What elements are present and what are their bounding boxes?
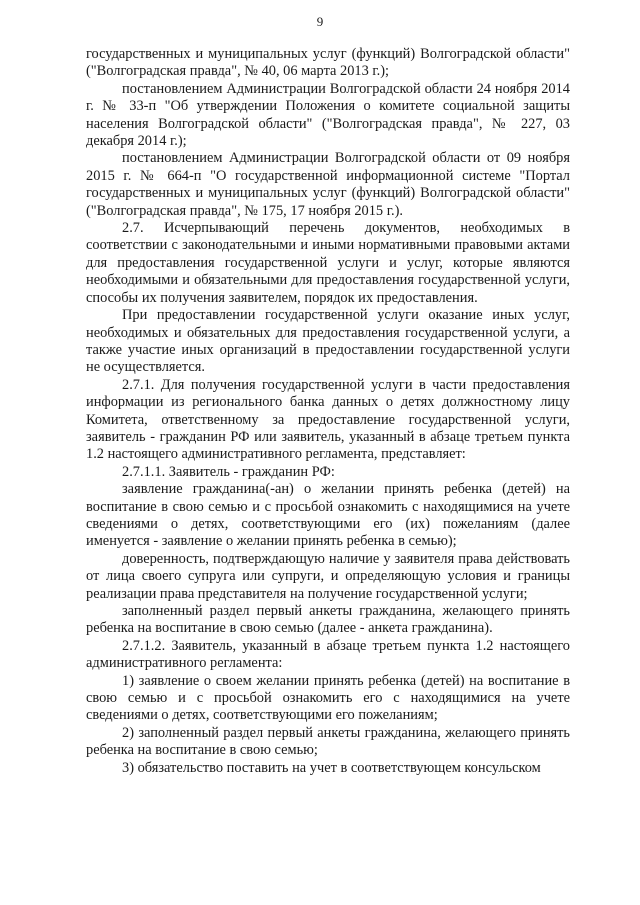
section-2-7-1-1: 2.7.1.1. Заявитель - гражданин РФ: [122, 463, 335, 480]
list-item: 1) заявление о своем желании принять ребенка (детей) на воспитание в свою семью и с просьбой ознакомить его с находящимися на учете сведениями о детях, соответствующими его пожеланиям; [86, 672, 570, 724]
document-body [86, 46, 570, 777]
paragraph: государственных и муниципальных услуг (функций) Волгоградской области" ("Волгоградская правда", № 40, 06 марта 2013 г.); [86, 46, 570, 80]
list-item: 3) обязательство поставить на учет в соответствующем консульском [122, 759, 541, 776]
paragraph: доверенность, подтверждающую наличие у заявителя права действовать от лица своего супруга или супруги, и определяющую условия и границы реализации права представителя на получение государственной услуги; [86, 550, 570, 602]
list-item: 2) заполненный раздел первый анкеты гражданина, желающего принять ребенка на воспитание в свою семью; [86, 724, 570, 759]
paragraph: При предоставлении государственной услуги оказание иных услуг, необходимых и обязательных для предоставления государственной услуги, а также участие иных организаций в предоставлении государственной услуги не осуществляется. [86, 307, 570, 376]
paragraph: заявление гражданина(-ан) о желании принять ребенка (детей) на воспитание в свою семью и с просьбой ознакомить с находящимися на учете сведениями о детях, соответствующими его (их) пожеланиям (далее именуется - заявление о желании принять ребенка в семью); [86, 481, 570, 550]
page-number: 9 [316, 14, 324, 29]
section-2-7-1-2: 2.7.1.2. Заявитель, указанный в абзаце третьем пункта 1.2 настоящего административного регламента: [86, 637, 570, 672]
section-heading-2-7: 2.7. Исчерпывающий перечень документов, необходимых в соответствии с законодательными и иными нормативными правовыми актами для предоставления государственной услуги и услуг, которые являются необходимыми и обязательными для предоставления государственной услуги, способы их получения заявителем, порядок их предоставления. [86, 220, 570, 306]
paragraph: постановлением Администрации Волгоградской области от 09 ноября 2015 г. № 664-п "О государственной информационной системе "Портал государственных и муниципальных услуг (функций) Волгоградской области" ("Волгоградская правда", № 175, 17 ноября 2015 г.). [86, 150, 570, 219]
paragraph: заполненный раздел первый анкеты гражданина, желающего принять ребенка на воспитание в свою семью (далее - анкета гражданина). [86, 603, 570, 637]
section-2-7-1: 2.7.1. Для получения государственной услуги в части предоставления информации из регионального банка данных о детях должностному лицу Комитета, ответственному за предоставление государственной услуги, заявитель - гражданин РФ или заявитель, указанный в абзаце третьем пункта 1.2 настоящего административного регламента, представляет: [86, 376, 570, 463]
paragraph: постановлением Администрации Волгоградской области 24 ноября 2014 г. № 33-п "Об утверждении Положения о комитете социальной защиты населения Волгоградской области" ("Волгоградская правда", № 227, 03 декабря 2014 г.); [86, 80, 570, 150]
